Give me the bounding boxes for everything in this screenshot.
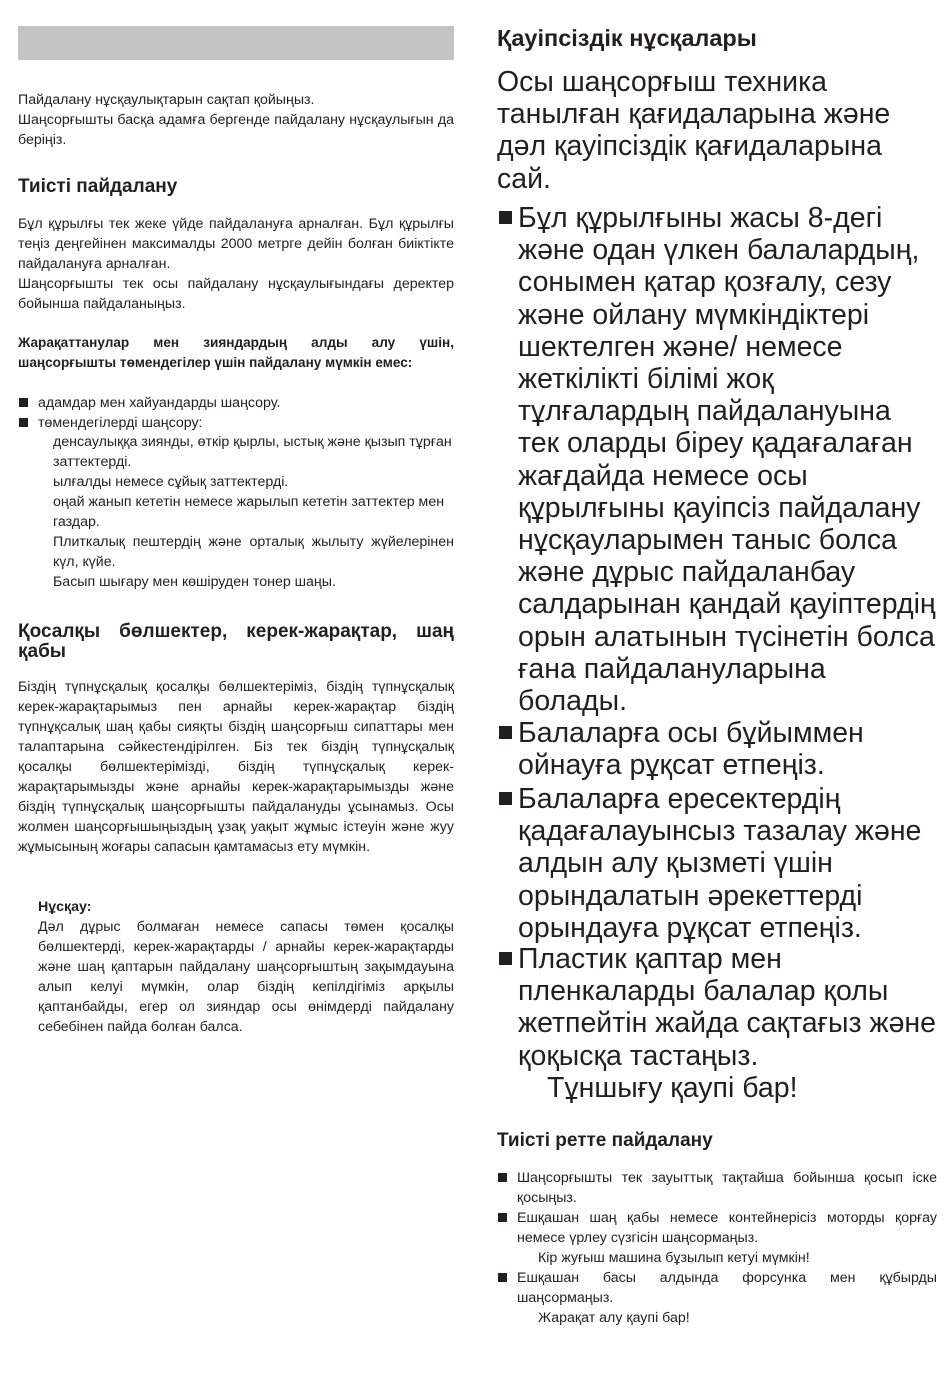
- warning-text: Кір жуғыш машина бұзылып кетуі мүмкін!: [538, 1250, 810, 1266]
- sub-item: Басып шығару мен көшіруден тонер шаңы.: [53, 574, 336, 590]
- list-item: [18, 413, 454, 433]
- proper-use-paragraph-2: Шаңсорғышты тек осы пайдалану нұсқаулығындағы деректер бойынша пайдаланыңыз.: [18, 276, 454, 312]
- list-item: [497, 1268, 937, 1308]
- bullet-square-icon: [498, 1173, 507, 1182]
- list-item-text: адамдар мен хайуандарды шаңсору.: [38, 395, 281, 411]
- intro-line-1: Пайдалану нұсқаулықтарын сақтап қойыңыз.: [18, 92, 315, 108]
- bullet-square-icon: [499, 952, 512, 965]
- injury-warning: Жарақаттанулар мен зияндардың алды алу үшін, шаңсорғышты төмендегілер үшін пайдалану мүмкін емес:: [18, 335, 454, 370]
- list-item: [497, 943, 937, 1072]
- bullet-square-icon: [19, 418, 28, 427]
- note-text: Дәл дұрыс болмаған немесе сапасы төмен қосалқы бөлшектерді, керек-жарақтарды / арнайы керек-жарақтарды және шаң қаптарын пайдалану шаңсорғыштың зақымдауына алып келуі мүмкін, олар біздің кепілдігіміз арқылы қаптанбайды, егер ол зияндар осы өнімдерді пайдалану себебінен пайда болған балса.: [38, 919, 454, 1035]
- list-item: [497, 1208, 937, 1248]
- bullet-square-icon: [498, 1213, 507, 1222]
- list-item: [497, 783, 937, 944]
- bullet-square-icon: [498, 1273, 507, 1282]
- bullet-square-icon: [19, 398, 28, 407]
- list-item-text: Бұл құрылғыны жасы 8-дегі және одан үлкен балалардың, сонымен қатар қозғалу, сезу және ойлану мүмкіндіктері шектелген және/ немесе жеткілікті білімі жоқ тұлғалардың пайдалануына тек оларды біреу қадағалаған жағдайда немесе осы құрылғыны қауіпсіз пайдалану нұсқауларымен таныс болса және дұрыс пайдаланбау салдарынан қандай қауіптердің орын алатынын түсінетін болса ғана пайдалануларына болады.: [518, 202, 936, 718]
- list-item-text: Шаңсорғышты тек зауыттық тақтайша бойынша қосып іске қосыңыз.: [517, 1170, 937, 1206]
- sub-item: Плиткалық пештердің және орталық жылыту жүйелерінен күл, күйе.: [53, 534, 454, 570]
- list-item: [18, 393, 454, 413]
- list-item: [497, 717, 937, 781]
- note-label: Нұсқау:: [38, 899, 92, 915]
- sub-item: оңай жанып кететін немесе жарылып кететін заттектер мен газдар.: [53, 494, 445, 530]
- list-item-text: Балаларға ересектердің қадағалауынсыз тазалау және алдын алу қызметі үшін орындалатын әрекеттерді орындауға рұқсат етпеңіз.: [518, 783, 922, 944]
- warning-text: Жарақат алу қаупі бар!: [538, 1310, 690, 1326]
- list-item-text: Пластик қаптар мен пленкаларды балалар қолы жетпейтін жайда сақтағыз және қоқысқа тастаңыз.: [518, 943, 937, 1072]
- bullet-square-icon: [499, 792, 512, 805]
- proper-use-right-heading: Тиісті ретте пайдалану: [497, 1130, 713, 1151]
- sub-item: денсаулыққа зиянды, өткір қырлы, ыстық және қызып тұрған заттектерді.: [53, 434, 452, 470]
- spare-parts-heading: Қосалқы бөлшектер, керек-жарақтар, шаң қабы: [18, 621, 454, 662]
- safety-heading: Қауіпсіздік нұсқалары: [497, 25, 757, 51]
- spare-parts-paragraph: Біздің түпнұсқалық қосалқы бөлшектеріміз, біздің түпнұсқалық керек-жарақтарымыз пен арнайы керек-жарақтар біздің түпнұқсалық шаң қабы сияқты біздің шаңсорғыш сипаттары мен талаптарына сәйкестендірілген. Біз тек біздің түпнұсқалық қосалқы бөлшектерімізді, біздің түпнұсқалық керек-жарақтарымызды және арнайы керек-жарақтарымызды және біздің түпнұсқалық шаңсорғышты пайдалануды ұсынамыз. Осы жолмен шаңсорғышыңыздың ұзақ уақыт жұмыс істеуін және жуу жұмысының жоғары сапасын қамтамасыз ету мүмкін.: [18, 679, 454, 855]
- bullet-square-icon: [499, 211, 512, 224]
- header-gray-bar: [18, 26, 454, 60]
- list-item-text: Ешқашан шаң қабы немесе контейнерісіз моторды қорғау немесе үрлеу сүзгісін шаңсормаңыз.: [517, 1210, 937, 1246]
- safety-intro: Осы шаңсорғыш техника танылған қағидаларына және дәл қауіпсіздік қағидаларына сай.: [497, 66, 891, 195]
- list-item: [497, 202, 937, 717]
- list-item: [497, 1168, 937, 1208]
- proper-use-paragraph-1: Бұл құрылғы тек жеке үйде пайдалануға арналған. Бұл құрылғы теңіз деңгейінен максималды 2000 метрге дейін болған биіктікте пайдалануға арналған.: [18, 216, 454, 272]
- list-item-text: Балаларға осы бұйыммен ойнауға рұқсат етпеңіз.: [518, 717, 864, 782]
- bullet-square-icon: [499, 726, 512, 739]
- list-item-text: төмендегілерді шаңсору:: [38, 415, 203, 431]
- proper-use-heading: Тиісті пайдалану: [18, 176, 178, 197]
- choking-warning: Тұншығу қаупі бар!: [547, 1072, 798, 1104]
- intro-line-2: Шаңсорғышты басқа адамға бергенде пайдалану нұсқаулығын да беріңіз.: [18, 112, 454, 148]
- sub-item: ылғалды немесе сұйық заттектерді.: [53, 474, 289, 490]
- list-item-text: Ешқашан басы алдында форсунка мен құбырды шаңсормаңыз.: [517, 1270, 937, 1306]
